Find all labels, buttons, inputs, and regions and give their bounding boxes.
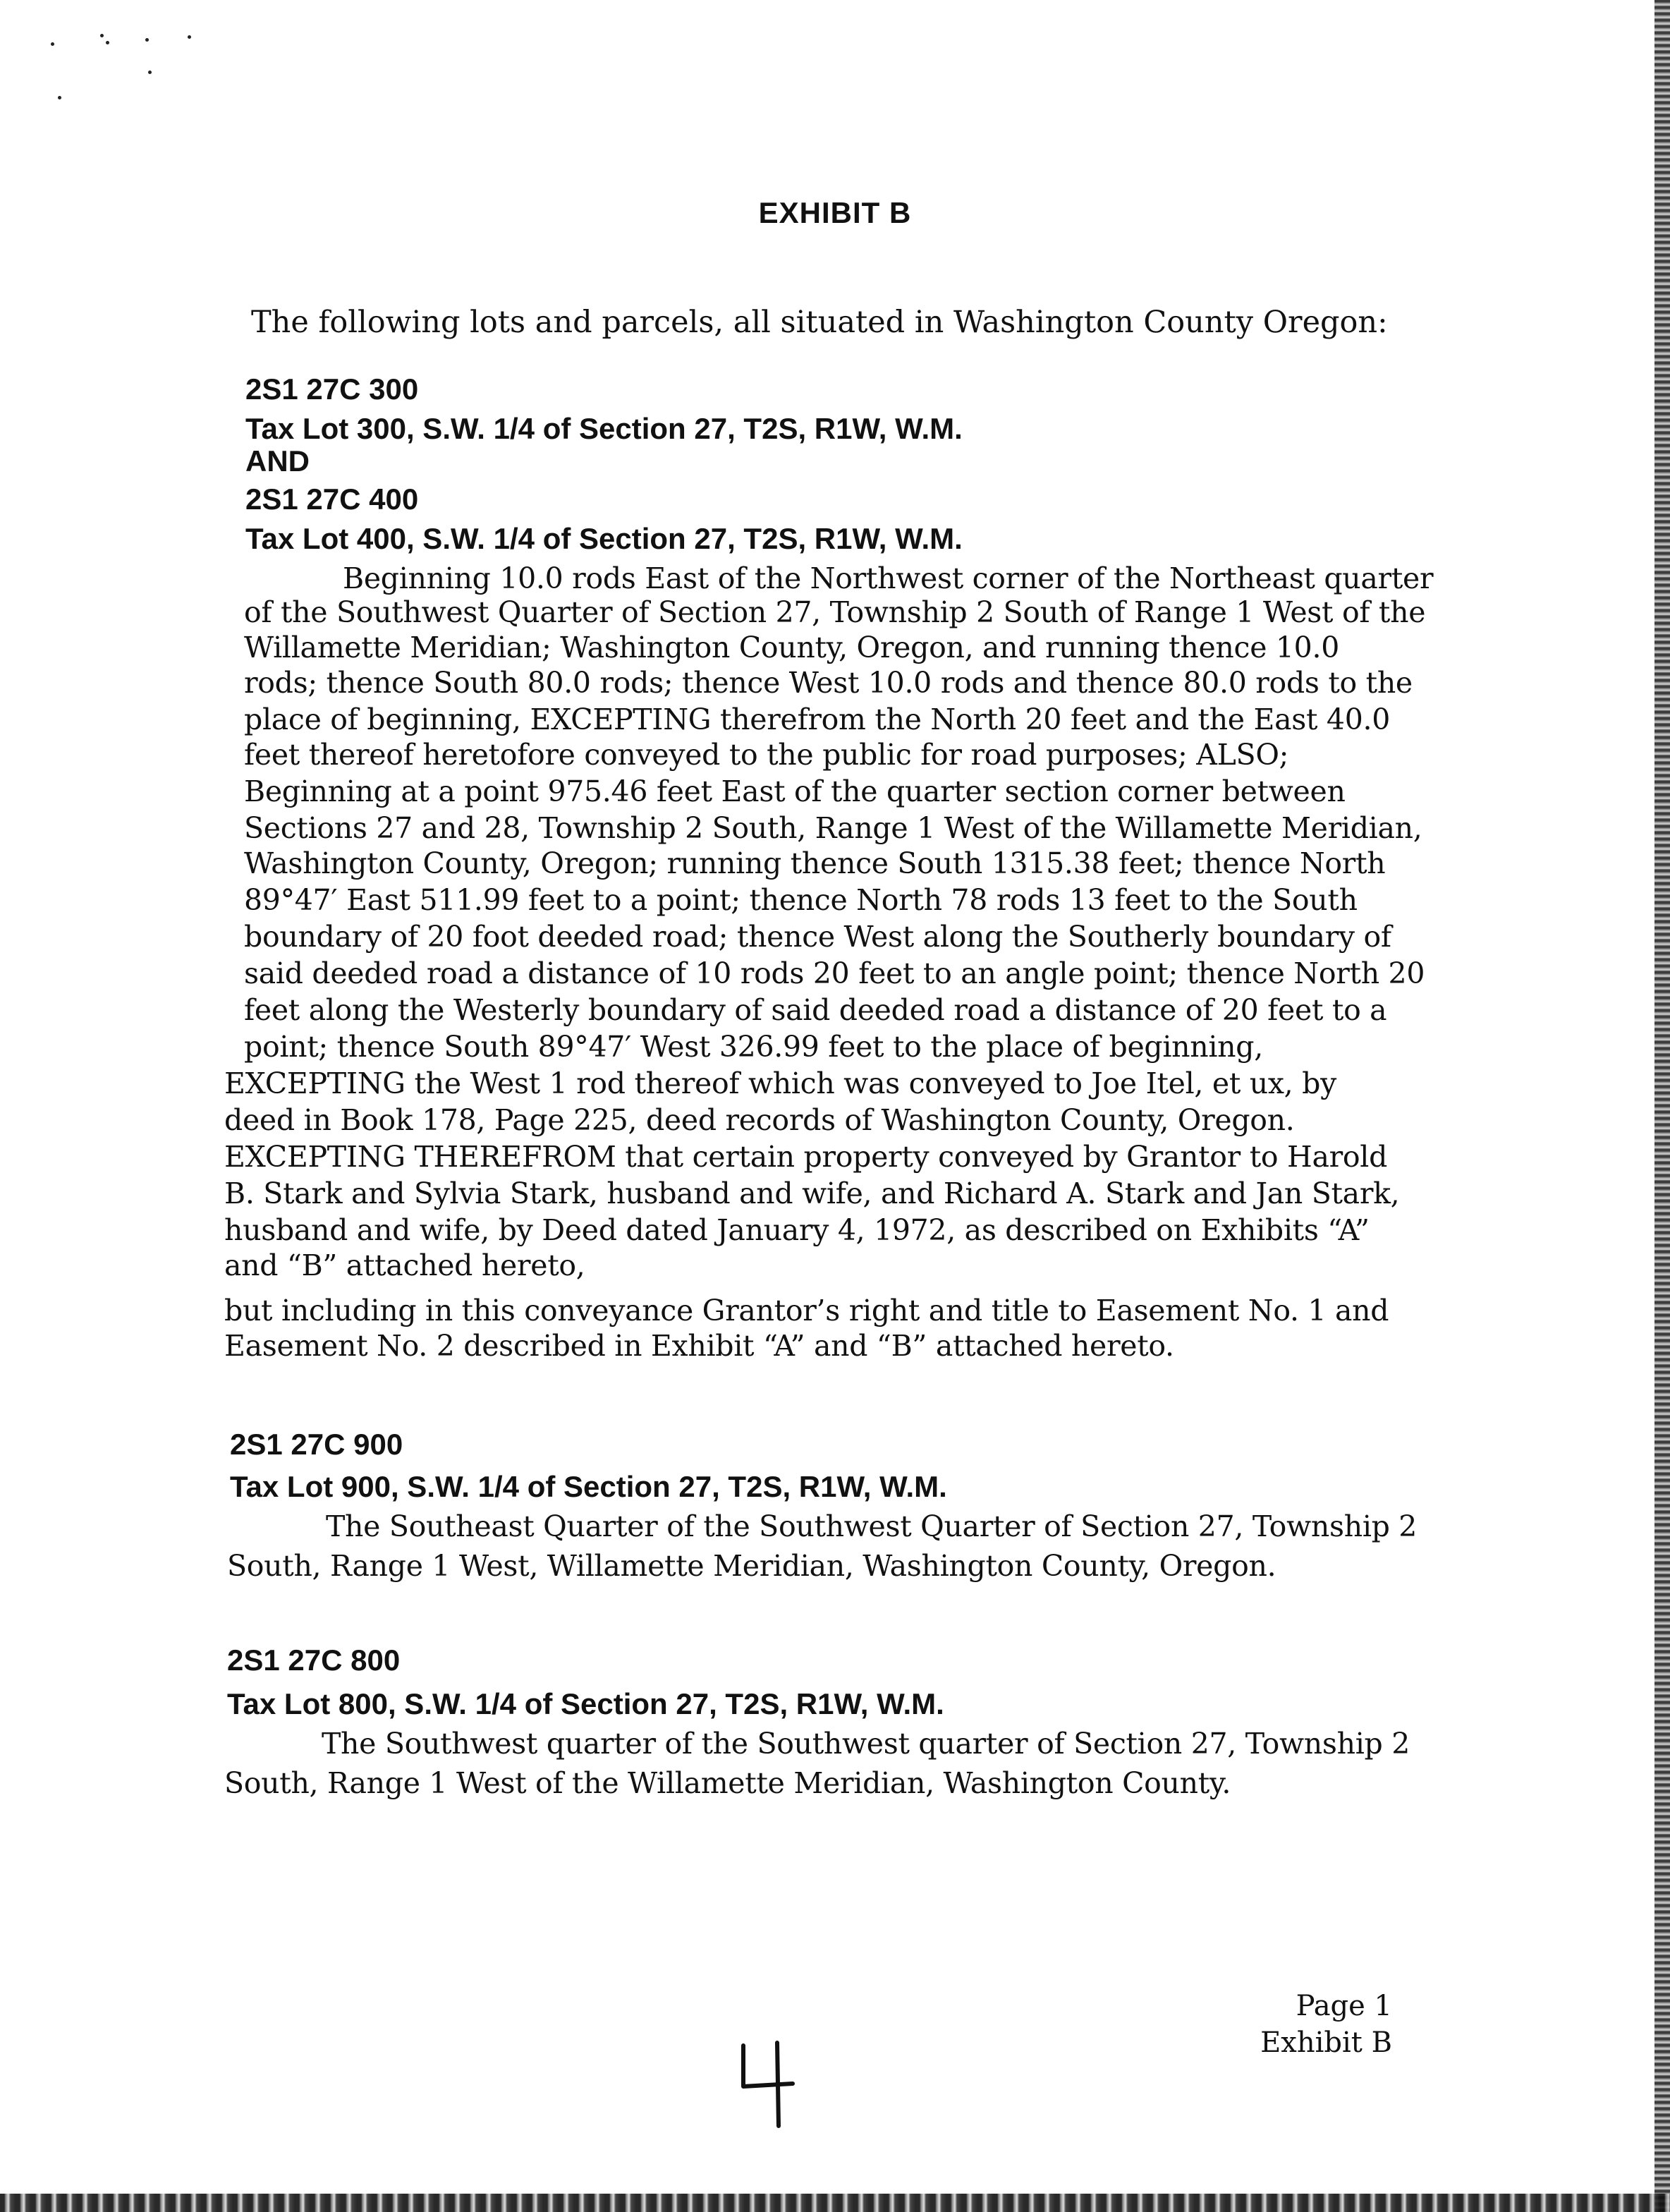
document-title: EXHIBIT B (758, 196, 912, 229)
scan-speck (188, 35, 191, 39)
description-line: South, Range 1 West, Willamette Meridian, Washington County, Oregon. (227, 1549, 1276, 1583)
description-line: feet along the Westerly boundary of said deeded road a distance of 20 feet to a (244, 993, 1387, 1027)
description-line: and “B” attached hereto, (224, 1248, 585, 1282)
scan-edge-bottom (0, 2194, 1670, 2212)
description-line: EXCEPTING THEREFROM that certain property conveyed by Grantor to Harold (224, 1140, 1388, 1174)
description-line: said deeded road a distance of 10 rods 20 feet to an angle point; thence North 20 (244, 956, 1425, 990)
tax-lot-heading: Tax Lot 400, S.W. 1/4 of Section 27, T2S, R1W, W.M. (245, 522, 963, 555)
page-number: Page 1 (1296, 1990, 1392, 2022)
parcel-id: 2S1 27C 400 (245, 482, 419, 516)
description-line: of the Southwest Quarter of Section 27, Township 2 South of Range 1 West of the (244, 595, 1426, 629)
tax-lot-heading: Tax Lot 900, S.W. 1/4 of Section 27, T2S, R1W, W.M. (230, 1470, 947, 1503)
description-line: but including in this conveyance Grantor’s right and title to Easement No. 1 and (224, 1294, 1389, 1327)
description-line: Sections 27 and 28, Township 2 South, Range 1 West of the Willamette Meridian, (244, 811, 1422, 845)
scan-edge-right (1654, 0, 1670, 2212)
description-line: place of beginning, EXCEPTING therefrom the North 20 feet and the East 40.0 (244, 703, 1391, 736)
description-line: EXCEPTING the West 1 rod thereof which was conveyed to Joe Itel, et ux, by (224, 1066, 1336, 1100)
description-line: deed in Book 178, Page 225, deed records of Washington County, Oregon. (224, 1103, 1295, 1137)
description-line: boundary of 20 foot deeded road; thence West along the Southerly boundary of (244, 920, 1391, 954)
scan-speck (51, 42, 54, 46)
tax-lot-heading: Tax Lot 800, S.W. 1/4 of Section 27, T2S, R1W, W.M. (227, 1687, 944, 1720)
scan-speck (100, 34, 104, 37)
description-line: The Southwest quarter of the Southwest quarter of Section 27, Township 2 (322, 1727, 1410, 1761)
page-footer (1260, 1988, 1392, 2061)
intro-text: The following lots and parcels, all situated in Washington County Oregon: (251, 305, 1388, 340)
handwritten-page-mark (736, 2037, 800, 2129)
scan-speck (58, 96, 61, 99)
description-line: rods; thence South 80.0 rods; thence West 10.0 rods and thence 80.0 rods to the (244, 666, 1413, 700)
description-line: Beginning 10.0 rods East of the Northwest corner of the Northeast quarter (343, 561, 1434, 595)
description-line: husband and wife, by Deed dated January 4, 1972, as described on Exhibits “A” (224, 1213, 1370, 1247)
parcel-id: 2S1 27C 900 (230, 1428, 403, 1461)
scan-speck (145, 38, 149, 42)
description-line: point; thence South 89°47′ West 326.99 feet to the place of beginning, (244, 1030, 1263, 1064)
scan-speck (148, 71, 152, 74)
description-line: Willamette Meridian; Washington County, Oregon, and running thence 10.0 (244, 631, 1339, 664)
description-line: Washington County, Oregon; running thence South 1315.38 feet; thence North (244, 846, 1386, 880)
description-line: South, Range 1 West of the Willamette Meridian, Washington County. (224, 1766, 1231, 1800)
description-line: B. Stark and Sylvia Stark, husband and wife, and Richard A. Stark and Jan Stark, (224, 1177, 1400, 1210)
tax-lot-heading: Tax Lot 300, S.W. 1/4 of Section 27, T2S, R1W, W.M. (245, 412, 963, 445)
and-connector: AND (245, 444, 310, 478)
description-line: 89°47′ East 511.99 feet to a point; thence North 78 rods 13 feet to the South (244, 883, 1358, 917)
description-line: Easement No. 2 described in Exhibit “A” and “B” attached hereto. (224, 1329, 1174, 1363)
description-line: The Southeast Quarter of the Southwest Quarter of Section 27, Township 2 (326, 1509, 1418, 1543)
scan-speck (106, 41, 109, 44)
exhibit-label: Exhibit B (1260, 2026, 1392, 2059)
parcel-id: 2S1 27C 800 (227, 1643, 401, 1677)
parcel-id: 2S1 27C 300 (245, 372, 419, 406)
description-line: feet thereof heretofore conveyed to the public for road purposes; ALSO; (244, 738, 1289, 772)
description-line: Beginning at a point 975.46 feet East of the quarter section corner between (244, 774, 1346, 808)
